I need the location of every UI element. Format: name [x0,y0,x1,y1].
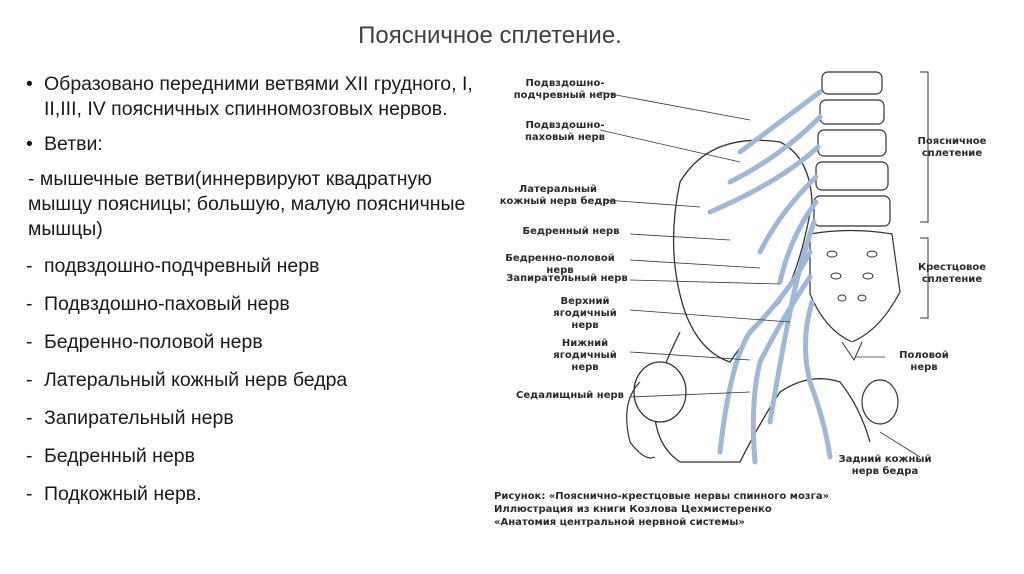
list-item: - Бедренно-половой нерв [24,330,494,355]
list-item: - Бедренный нерв [24,444,494,469]
slide-title: Поясничное сплетение. [358,22,622,49]
caption-line: Рисунок: «Пояснично-крестцовые нервы спинного мозга» [494,491,830,502]
list-item: - Подвздошно-паховый нерв [24,292,494,317]
nerve-list [24,254,494,507]
label-ilioinguinal: Подвздошно-паховый нерв [524,120,605,143]
muscle-branches-text: - мышечные ветви(иннервируют квадратную мышцу поясницы; большую, малую поясничные мышцы) [28,168,466,240]
label-lumbar-plexus: Поясничное сплетение [917,136,987,159]
vertebrae [814,72,890,226]
label-genitofemoral: Бедренно-половой нерв [505,253,615,276]
label-sciatic: Седалищный нерв [516,390,624,401]
list-item: - подвздошно-подчревный нерв [24,254,494,279]
bullet-list [24,72,494,520]
label-femoral: Бедренный нерв [522,226,620,237]
list-item: - Подкожный нерв. [24,482,494,507]
label-pudendal: Половой нерв [899,350,949,373]
list-item: - Латеральный кожный нерв бедра [24,368,494,393]
label-sacral-plexus: Крестцовое сплетение [917,262,987,285]
caption-line: Иллюстрация из книги Козлова Цехмистеренко [494,504,772,515]
label-obturator: Запирательный нерв [506,273,628,284]
label-lateral-femoral-cutaneous: Латеральный кожный нерв бедра [499,184,617,207]
list-item: - Запирательный нерв [24,406,494,431]
anatomy-figure [480,62,987,542]
label-inferior-gluteal: Нижний ягодичный нерв [553,338,617,373]
caption-line: «Анатомия центральной нервной системы» [494,517,745,528]
figure-caption [494,490,914,529]
label-superior-gluteal: Верхний ягодичный нерв [553,296,617,331]
bullet-origin: • Образовано передними ветвями XII грудного, I, II,III, IV поясничных спинномозговых нервов. [24,72,494,122]
label-iliohypogastric: Подвздошно-подчревный нерв [513,78,617,101]
label-posterior-femoral-cutaneous: Задний кожный нерв бедра [838,454,932,477]
bullet-branches: • Ветви: [24,132,494,157]
